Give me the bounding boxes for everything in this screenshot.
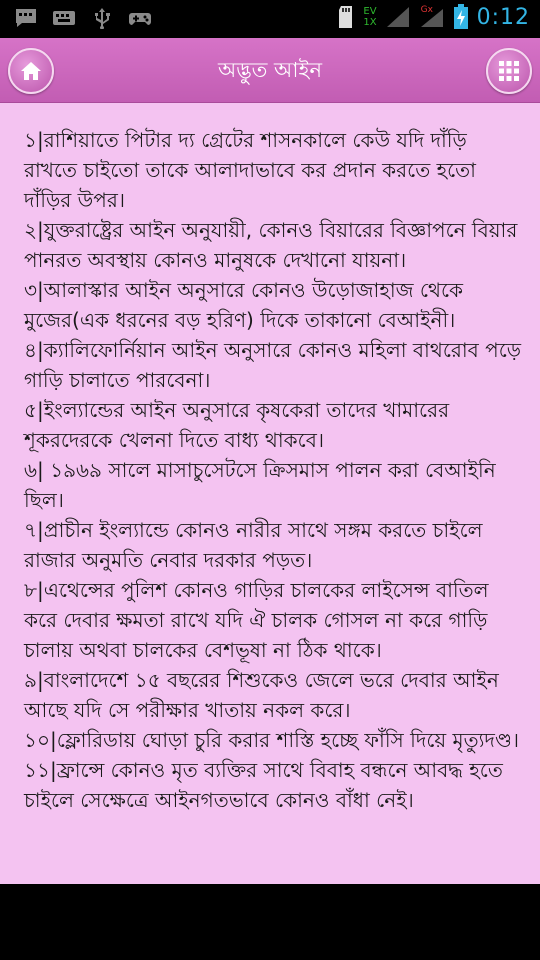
menu-grid-button[interactable]	[486, 48, 532, 94]
list-item: ৪|ক্যালিফোর্নিয়ান আইন অনুসারে কোনও মহিলা বাথরোব পড়ে গাড়ি চালাতে পারবেনা।	[24, 338, 522, 392]
list-item: ৫|ইংল্যান্ডের আইন অনুসারে কৃষকেরা তাদের খামারের শূকরদেরকে খেলনা দিতে বাধ্য থাকবে।	[24, 398, 450, 452]
clock: 0:12	[476, 4, 530, 30]
system-icons	[337, 4, 530, 30]
page-title: অদ্ভুত আইন	[217, 58, 323, 82]
network-type	[363, 6, 376, 28]
signal-label: Gx	[420, 5, 433, 15]
signal-2	[419, 5, 445, 29]
list-item: ৮|এথেন্সের পুলিশ কোনও গাড়ির চালকের লাইসেন্স বাতিল করে দেবার ক্ষমতা রাখে যদি ঐ চালক গোসল না করে গাড়ি চালায় অথবা চালকের বেশভূষা না ঠিক থাকে।	[24, 578, 489, 662]
list-item: ৯|বাংলাদেশে ১৫ বছরের শিশুকেও জেলে ভরে দেবার আইন আছে যদি সে পরীক্ষার খাতায় নকল করে।	[24, 668, 499, 722]
sd-card-icon	[337, 4, 355, 30]
gamepad-icon	[128, 7, 152, 29]
list-item: ৩|আলাস্কার আইন অনুসারে কোনও উড়োজাহাজ থেকে মুজের(এক ধরনের বড় হরিণ) দিকে তাকানো বেআইনী।	[24, 278, 463, 332]
list-item: ১১|ফ্রান্সে কোনও মৃত ব্যক্তির সাথে বিবাহ বন্ধনে আবদ্ধ হতে চাইলে সেক্ষেত্রে আইনগতভাবে কোনও বাঁধা নেই।	[24, 758, 503, 812]
list-item: ৬| ১৯৬৯ সালে মাসাচুসেটসে ক্রিসমাস পালন করা বেআইনি ছিল।	[24, 458, 496, 512]
battery-icon	[453, 4, 469, 30]
signal-bars-icon	[419, 5, 445, 29]
network-type-top: EV	[363, 6, 377, 17]
notification-icons	[14, 7, 152, 29]
list-item: ৭|প্রাচীন ইংল্যান্ডে কোনও নারীর সাথে সঙ্গম করতে চাইলে রাজার অনুমতি নেবার দরকার পড়ত।	[24, 518, 483, 572]
list-item: ২|যুক্তরাষ্ট্রের আইন অনুযায়ী, কোনও বিয়ারের বিজ্ঞাপনে বিয়ার পানরত অবস্থায় কোনও মানুষকে দেখানো যায়না।	[24, 218, 518, 272]
status-bar	[0, 0, 540, 38]
law-list	[0, 103, 540, 815]
keyboard-icon	[52, 7, 76, 29]
signal-icon	[385, 5, 411, 29]
list-item: ১০|ফ্লোরিডায় ঘোড়া চুরি করার শাস্তি হচ্ছে ফাঁসি দিয়ে মৃত্যুদণ্ড।	[24, 728, 520, 752]
list-item: ১|রাশিয়াতে পিটার দ্য গ্রেটের শাসনকালে কেউ যদি দাঁড়ি রাখতে চাইতো তাকে আলাদাভাবে কর প্রদান করতে হতো দাঁড়ির উপর।	[24, 128, 476, 212]
content-scroll-area[interactable]	[0, 103, 540, 884]
action-bar	[0, 38, 540, 103]
usb-icon	[90, 7, 114, 29]
network-type-bottom: 1X	[363, 17, 377, 28]
grid-icon	[498, 60, 520, 82]
message-icon	[14, 7, 38, 29]
bottom-blank-area	[0, 884, 540, 960]
